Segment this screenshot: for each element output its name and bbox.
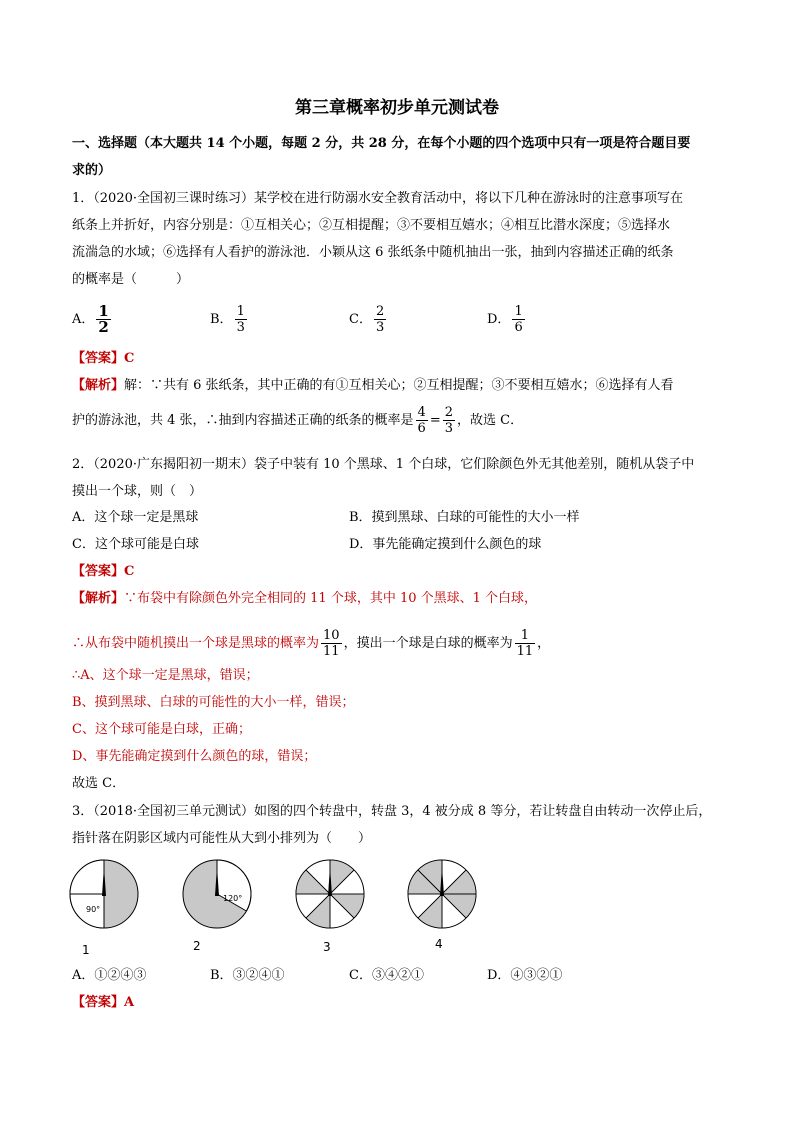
q2-analysis-tag: 【解析】 <box>72 591 125 606</box>
spinner-2 <box>183 860 251 928</box>
q2-frac-a-den: 11 <box>323 644 340 659</box>
q2-analysis-rest3: C、这个球可能是白球，正确； <box>72 722 251 737</box>
q2-analysis-text3: ，摸出一个球是白球的概率为 <box>343 636 513 651</box>
spinner-figures <box>0 850 794 960</box>
q1-option-c-label: C． <box>349 312 372 327</box>
q1-option-b-den: 3 <box>236 320 245 335</box>
q2-answer: 【答案】C <box>72 564 135 579</box>
q1-analysis-tag: 【解析】 <box>72 378 125 393</box>
q1-option-d-label: D． <box>487 312 511 327</box>
q3-line1: 3．（2018·全国初三单元测试）如图的四个转盘中，转盘 3，4 被分成 8 等分，若让转盘自由转动一次停止后， <box>72 804 712 819</box>
q1-frac-a-num: 4 <box>417 405 426 420</box>
q2-analysis-rest4: D、事先能确定摸到什么颜色的球，错误； <box>72 749 317 764</box>
q2-frac-b-num: 1 <box>515 628 536 644</box>
q1-option-b-num: 1 <box>236 304 245 319</box>
q1-option-d-den: 6 <box>514 320 523 335</box>
q1-option-c-num: 2 <box>375 304 385 319</box>
q1-analysis-text3: ，故选 C． <box>457 413 524 428</box>
spinner-3 <box>296 860 364 928</box>
q1-equals: = <box>429 413 441 428</box>
q2-frac-b-den: 11 <box>516 644 534 659</box>
spinner-2-angle: 120° <box>223 894 243 903</box>
spinner-2-label: 2 <box>193 939 201 953</box>
q2-option-a: A．这个球一定是黑球 <box>72 510 199 525</box>
q1-frac-a-den: 6 <box>417 421 426 436</box>
q3-option-d: D．④③②① <box>487 968 563 983</box>
q1-line2: 纸条上并折好，内容分别是：①互相关心；②互相提醒；③不要相互嬉水；④相互比潜水深度；⑤选择水 <box>72 218 671 233</box>
q3-line2: 指针落在阴影区域内可能性从大到小排列为（ ） <box>72 831 372 846</box>
q1-answer: 【答案】C <box>72 351 135 366</box>
q1-analysis-text1: 解：∵共有 6 张纸条，其中正确的有①互相关心；②互相提醒；③不要相互嬉水；⑥选择有人看 <box>124 378 674 393</box>
q1-analysis-line2 <box>72 405 523 436</box>
q1-analysis-text2: 护的游泳池，共 4 张，∴抽到内容描述正确的纸条的概率是 <box>72 413 414 428</box>
q1-option-a-den: 2 <box>98 318 109 336</box>
q1-option-b <box>210 304 249 335</box>
q2-analysis-line2 <box>72 628 550 659</box>
q2-analysis-rest5: 故选 C． <box>72 776 126 791</box>
q1-line4: 的概率是（ ） <box>72 272 190 287</box>
spinner-1-angle: 90° <box>86 905 101 914</box>
q2-line1: 2．（2020·广东揭阳初一期末）袋子中装有 10 个黑球、1 个白球，它们除颜色外无其他差别，随机从袋子中 <box>72 457 695 472</box>
q2-analysis-rest1: ∴A、这个球一定是黑球，错误； <box>72 668 259 683</box>
q1-option-c <box>349 304 388 335</box>
q3-answer: 【答案】A <box>72 995 135 1010</box>
page-title: 第三章概率初步单元测试卷 <box>295 98 499 118</box>
q1-frac-b-den: 3 <box>444 421 454 436</box>
spinner-4-label: 4 <box>435 937 443 951</box>
q3-option-a: A．①②④③ <box>72 968 147 983</box>
q1-option-b-label: B． <box>210 312 233 327</box>
q2-option-c: C．这个球可能是白球 <box>72 537 199 552</box>
q2-analysis-text4: ， <box>537 636 551 651</box>
spinner-4 <box>408 860 476 928</box>
q2-analysis-text2: ∴从布袋中随机摸出一个球是黑球的概率为 <box>72 636 320 651</box>
q2-analysis-text1: ∵布袋中有除颜色外完全相同的 11 个球，其中 10 个黑球、1 个白球， <box>124 591 538 606</box>
spinner-1 <box>70 860 138 928</box>
q1-option-d <box>487 304 527 335</box>
q2-option-d: D．事先能确定摸到什么颜色的球 <box>349 537 542 552</box>
q3-option-c: C．③④②① <box>349 968 424 983</box>
q3-option-b: B．③②④① <box>210 968 285 983</box>
q2-frac-a-num: 10 <box>323 628 340 643</box>
section-heading-line1: 一、选择题（本大题共 14 个小题，每题 2 分，共 28 分，在每个小题的四个选项中只有一项是符合题目要 <box>72 136 691 151</box>
q2-analysis-rest2: B、摸到黑球、白球的可能性的大小一样，错误； <box>72 695 355 710</box>
spinner-3-label: 3 <box>323 940 331 954</box>
q1-option-a <box>72 304 113 335</box>
q2-analysis-line1 <box>72 590 537 608</box>
q1-line1: 1．（2020·全国初三课时练习）某学校在进行防溺水安全教育活动中，将以下几种在游泳时的注意事项写在 <box>72 191 683 206</box>
q1-frac-b-num: 2 <box>444 405 454 420</box>
q2-option-b: B．摸到黑球、白球的可能性的大小一样 <box>349 510 580 525</box>
q1-option-a-label: A． <box>72 312 95 327</box>
spinner-1-label: 1 <box>82 943 90 957</box>
q1-option-c-den: 3 <box>375 320 385 335</box>
q2-line2: 摸出一个球，则（ ） <box>72 484 203 499</box>
q1-option-d-num: 1 <box>514 304 523 319</box>
section-heading-line2: 求的） <box>72 163 112 178</box>
q1-analysis-line1 <box>72 377 674 395</box>
q1-line3: 流湍急的水域；⑥选择有人看护的游泳池．小颖从这 6 张纸条中随机抽出一张，抽到内容描述正确的纸条 <box>72 245 674 260</box>
q1-option-a-num: 1 <box>98 302 109 320</box>
